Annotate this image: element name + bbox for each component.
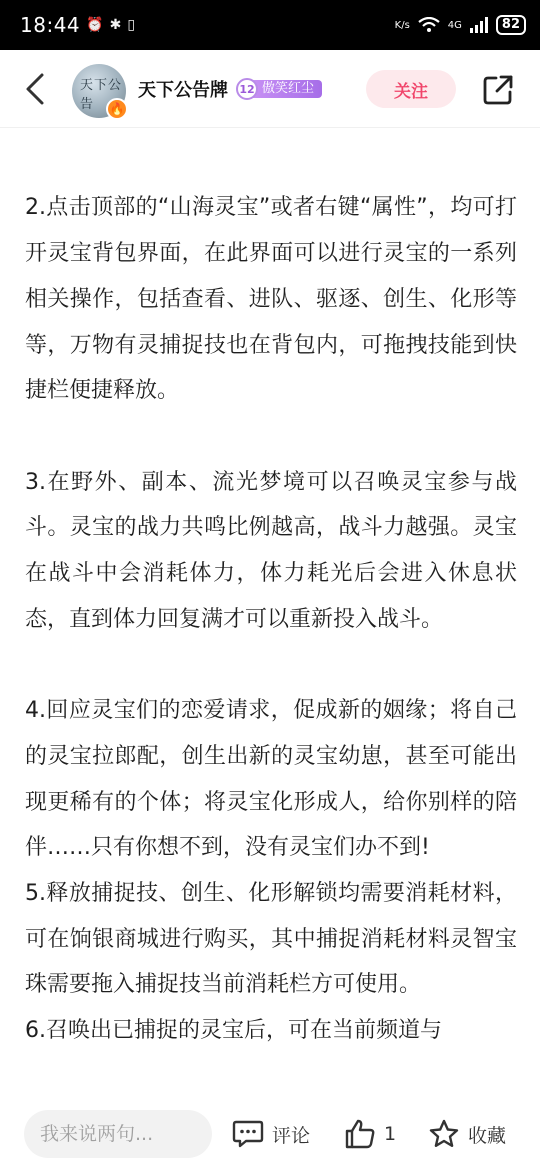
comment-button[interactable] bbox=[232, 1116, 310, 1152]
article-paragraph-6: 6.召唤出已捕捉的灵宝后，可在当前频道与 bbox=[25, 1018, 442, 1044]
comment-label: 评论 bbox=[272, 1124, 311, 1147]
thumbs-up-icon bbox=[344, 1118, 376, 1150]
article-paragraph-3: 3.在野外、副本、流光梦境可以召唤灵宝参与战斗。灵宝的战力共鸣比例越高，战斗力越强。灵宝在战斗中会消耗体力，体力耗光后会进入休息状态，直到体力回复满才可以重新投入战斗。 bbox=[25, 469, 517, 632]
avatar-text: 天下公告 bbox=[80, 78, 123, 112]
alarm-icon: ⏰ bbox=[86, 17, 104, 33]
back-arrow-icon[interactable] bbox=[22, 72, 52, 106]
vibrate-icon: ▯ bbox=[127, 17, 136, 33]
level-badge bbox=[236, 78, 322, 100]
paragraph-gap bbox=[25, 140, 517, 186]
paragraph-gap bbox=[25, 642, 517, 688]
like-button[interactable] bbox=[344, 1116, 396, 1152]
network-type: 4G bbox=[447, 19, 462, 31]
follow-button[interactable]: 关注 bbox=[366, 70, 456, 108]
article-paragraph-2: 2.点击顶部的“山海灵宝”或者右键“属性”，均可打开灵宝背包界面，在此界面可以进行灵宝的一系列相关操作，包括查看、进队、驱逐、创生、化形等等，万物有灵捕捉技也在背包内，可拖拽技能到快捷栏便捷释放。 bbox=[25, 195, 517, 404]
bluetooth-icon: ✱ bbox=[109, 17, 122, 33]
comment-icon bbox=[232, 1119, 264, 1149]
article-body bbox=[0, 128, 540, 1098]
battery-icon: 82 bbox=[496, 15, 526, 35]
paragraph-gap bbox=[25, 414, 517, 460]
favorite-label: 收藏 bbox=[468, 1124, 507, 1147]
article-partial-top bbox=[25, 128, 517, 140]
article-paragraph-4: 4.回应灵宝们的恋爱请求，促成新的姻缘；将自己的灵宝拉郎配，创生出新的灵宝幼崽，甚至可能出现更稀有的个体；将灵宝化形成人，给你别样的陪伴……只有你想不到，没有灵宝们办不到! bbox=[25, 698, 517, 861]
level-number: 12 bbox=[236, 78, 258, 100]
status-time: 18:44 bbox=[20, 13, 81, 37]
star-icon bbox=[428, 1118, 460, 1150]
share-icon[interactable] bbox=[482, 74, 514, 106]
flame-icon: 🔥 bbox=[106, 98, 128, 120]
comment-input[interactable]: 我来说两句... bbox=[24, 1110, 212, 1158]
favorite-button[interactable] bbox=[428, 1116, 506, 1152]
status-left bbox=[20, 13, 135, 37]
like-count: 1 bbox=[384, 1123, 397, 1145]
level-name: 傲笑红尘 bbox=[252, 80, 322, 98]
bottom-action-bar bbox=[0, 1098, 540, 1170]
status-bar bbox=[0, 0, 540, 50]
net-speed: K/s bbox=[394, 19, 410, 31]
signal-icon bbox=[470, 17, 488, 33]
post-header bbox=[0, 50, 540, 128]
article-content bbox=[25, 128, 517, 1054]
wifi-icon bbox=[418, 17, 440, 33]
article-paragraph-5: 5.释放捕捉技、创生、化形解锁均需要消耗材料，可在饷银商城进行购买，其中捕捉消耗材料灵智宝珠需要拖入捕捉技当前消耗栏方可使用。 bbox=[25, 880, 517, 998]
status-right bbox=[395, 15, 526, 35]
author-name[interactable]: 天下公告牌 bbox=[138, 80, 228, 101]
